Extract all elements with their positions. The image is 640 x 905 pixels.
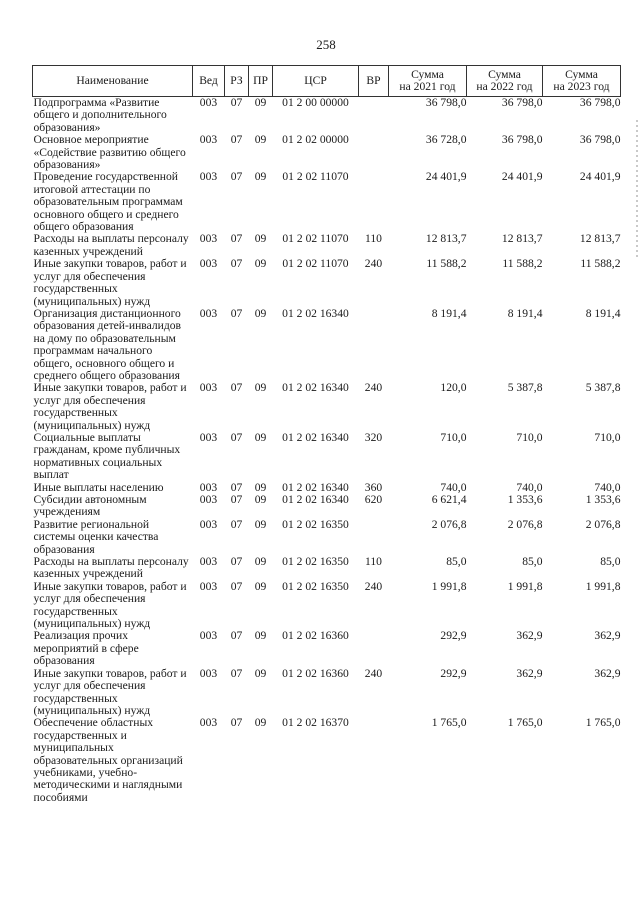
cell-rz: 07 <box>230 555 243 569</box>
cell-sum-2023: 362,9 <box>594 666 621 680</box>
cell-rz: 07 <box>230 480 243 494</box>
cell-name: Иные выплаты населению <box>33 480 164 494</box>
cell-sum-2023: 12 813,7 <box>579 232 621 246</box>
cell-pr: 09 <box>254 430 267 444</box>
cell-ved: 003 <box>199 133 218 147</box>
cell-name: Проведение государственной итоговой аттестации по образовательным программам основного общего и среднего общего образования <box>33 170 183 234</box>
cell-vr <box>359 97 389 135</box>
cell-rz: 07 <box>230 666 243 680</box>
cell-pr: 09 <box>254 666 267 680</box>
cell-sum-2022: 12 813,7 <box>501 232 543 246</box>
cell-sum-2023: 36 798,0 <box>579 96 621 109</box>
cell-sum-2022: 2 076,8 <box>507 517 543 531</box>
header-sum-2023-line2: на 2023 год <box>553 80 610 93</box>
cell-vr <box>359 308 389 382</box>
table-row <box>33 258 621 308</box>
cell-rz: 07 <box>230 430 243 444</box>
cell-sum-2022: 1 765,0 <box>507 716 543 730</box>
header-name: Наименование <box>33 66 193 97</box>
header-sum-2021-line1: Сумма <box>411 67 444 81</box>
cell-rz: 07 <box>230 257 243 271</box>
cell-csr: 01 2 02 16370 <box>282 716 349 730</box>
cell-sum-2022: 740,0 <box>516 480 543 494</box>
cell-pr: 09 <box>254 629 267 643</box>
cell-sum-2021: 740,0 <box>440 480 467 494</box>
cell-ved: 003 <box>199 306 218 320</box>
cell-sum-2022: 36 798,0 <box>501 96 543 109</box>
cell-rz: 07 <box>230 517 243 531</box>
table-row <box>33 556 621 581</box>
cell-sum-2023: 24 401,9 <box>579 170 621 184</box>
table-body <box>33 97 621 805</box>
cell-name: Иные закупки товаров, работ и услуг для обеспечения государственных (муниципальных) нужд <box>33 381 187 432</box>
cell-vr <box>359 134 389 171</box>
header-sum-2021 <box>389 66 467 97</box>
cell-csr: 01 2 02 16340 <box>282 480 349 494</box>
table-header <box>33 66 621 97</box>
cell-sum-2021: 710,0 <box>440 430 467 444</box>
table-row <box>33 668 621 718</box>
cell-name: Расходы на выплаты персоналу казенных учреждений <box>33 232 189 258</box>
cell-name: Основное мероприятие «Содействие развитию общего образования» <box>33 133 186 172</box>
header-sum-2022-line1: Сумма <box>488 67 521 81</box>
header-csr: ЦСР <box>273 66 359 97</box>
cell-ved: 003 <box>199 493 218 506</box>
cell-sum-2022: 362,9 <box>516 629 543 643</box>
table-row <box>33 134 621 171</box>
cell-sum-2023: 11 588,2 <box>580 257 621 271</box>
table-row <box>33 233 621 258</box>
cell-sum-2021: 2 076,8 <box>431 517 467 531</box>
cell-sum-2021: 36 728,0 <box>425 133 467 147</box>
cell-name: Иные закупки товаров, работ и услуг для обеспечения государственных (муниципальных) нужд <box>33 666 187 717</box>
cell-csr: 01 2 02 16340 <box>282 381 349 395</box>
cell-csr: 01 2 02 16360 <box>282 666 349 680</box>
cell-name: Развитие региональной системы оценки качества образования <box>33 517 159 556</box>
cell-ved: 003 <box>199 716 218 730</box>
cell-pr: 09 <box>254 133 267 147</box>
cell-ved: 003 <box>199 257 218 271</box>
cell-ved: 003 <box>199 555 218 569</box>
cell-vr: 110 <box>365 555 382 569</box>
cell-name: Расходы на выплаты персоналу казенных учреждений <box>33 555 189 581</box>
cell-sum-2023: 1 353,6 <box>585 493 621 506</box>
cell-name: Иные закупки товаров, работ и услуг для обеспечения государственных (муниципальных) нужд <box>33 257 187 308</box>
cell-csr: 01 2 02 16350 <box>282 555 349 569</box>
cell-csr: 01 2 02 11070 <box>282 170 349 184</box>
cell-csr: 01 2 02 16340 <box>282 493 349 506</box>
cell-vr <box>359 519 389 556</box>
cell-csr: 01 2 02 16340 <box>282 430 349 444</box>
table-row <box>33 432 621 482</box>
cell-sum-2023: 1 765,0 <box>585 716 621 730</box>
scan-edge-artifact <box>636 120 638 260</box>
cell-sum-2023: 362,9 <box>594 629 621 643</box>
header-sum-2021-line2: на 2021 год <box>399 80 456 93</box>
cell-sum-2023: 5 387,8 <box>585 381 621 395</box>
cell-csr: 01 2 02 16350 <box>282 579 349 593</box>
cell-ved: 003 <box>199 480 218 494</box>
cell-vr <box>359 171 389 233</box>
cell-vr: 620 <box>364 493 383 506</box>
table-row <box>33 382 621 432</box>
cell-sum-2021: 24 401,9 <box>425 170 467 184</box>
header-sum-2022-line2: на 2022 год <box>476 80 533 93</box>
cell-sum-2021: 120,0 <box>440 381 467 395</box>
cell-pr: 09 <box>254 232 267 246</box>
cell-sum-2022: 36 798,0 <box>501 133 543 147</box>
cell-sum-2023: 36 798,0 <box>579 133 621 147</box>
cell-sum-2021: 1 991,8 <box>431 579 467 593</box>
cell-name: Субсидии автономным учреждениям <box>33 493 147 519</box>
cell-sum-2023: 85,0 <box>600 555 621 569</box>
cell-sum-2021: 8 191,4 <box>431 306 467 320</box>
cell-vr <box>359 717 389 804</box>
cell-rz: 07 <box>230 170 243 184</box>
header-rz: РЗ <box>225 66 249 97</box>
cell-sum-2022: 8 191,4 <box>507 306 543 320</box>
table-row <box>33 630 621 667</box>
cell-sum-2022: 362,9 <box>516 666 543 680</box>
cell-sum-2022: 11 588,2 <box>502 257 543 271</box>
cell-sum-2023: 710,0 <box>594 430 621 444</box>
cell-csr: 01 2 02 00000 <box>282 133 349 147</box>
cell-vr: 240 <box>364 666 383 680</box>
cell-rz: 07 <box>230 579 243 593</box>
cell-sum-2021: 292,9 <box>440 629 467 643</box>
cell-rz: 07 <box>230 493 243 506</box>
table-row <box>33 308 621 382</box>
cell-sum-2021: 12 813,7 <box>425 232 467 246</box>
cell-sum-2021: 1 765,0 <box>431 716 467 730</box>
cell-rz: 07 <box>230 716 243 730</box>
cell-sum-2023: 740,0 <box>594 480 621 494</box>
cell-pr: 09 <box>254 381 267 395</box>
table-row <box>33 581 621 631</box>
cell-pr: 09 <box>254 257 267 271</box>
cell-ved: 003 <box>199 430 218 444</box>
cell-rz: 07 <box>230 133 243 147</box>
page-number: 258 <box>316 37 336 52</box>
cell-pr: 09 <box>254 480 267 494</box>
cell-sum-2022: 710,0 <box>516 430 543 444</box>
cell-sum-2022: 5 387,8 <box>507 381 543 395</box>
header-ved: Вед <box>193 66 225 97</box>
cell-csr: 01 2 02 16360 <box>282 629 349 643</box>
cell-csr: 01 2 02 16340 <box>282 306 349 320</box>
cell-name: Подпрограмма «Развитие общего и дополнительного образования» <box>33 96 167 134</box>
cell-sum-2021: 11 588,2 <box>426 257 467 271</box>
cell-pr: 09 <box>254 493 267 506</box>
cell-ved: 003 <box>199 629 218 643</box>
header-sum-2023 <box>543 66 621 97</box>
cell-sum-2022: 1 353,6 <box>507 493 543 506</box>
cell-ved: 003 <box>199 579 218 593</box>
cell-sum-2022: 1 991,8 <box>507 579 543 593</box>
cell-rz: 07 <box>230 629 243 643</box>
cell-sum-2021: 36 798,0 <box>425 96 467 109</box>
cell-name: Обеспечение областных государственных и муниципальных образовательных организаций учебниками, учебно-методическими и наглядными пособиями <box>33 716 183 804</box>
cell-rz: 07 <box>230 232 243 246</box>
table-row <box>33 494 621 519</box>
cell-ved: 003 <box>199 381 218 395</box>
table-row <box>33 97 621 135</box>
cell-pr: 09 <box>254 96 267 109</box>
cell-pr: 09 <box>254 555 267 569</box>
cell-name: Социальные выплаты гражданам, кроме публичных нормативных социальных выплат <box>33 430 181 482</box>
table-row <box>33 171 621 233</box>
cell-sum-2022: 85,0 <box>522 555 543 569</box>
cell-sum-2023: 8 191,4 <box>585 306 621 320</box>
cell-csr: 01 2 00 00000 <box>282 96 349 109</box>
cell-vr: 240 <box>364 381 383 395</box>
cell-ved: 003 <box>199 170 218 184</box>
cell-name: Иные закупки товаров, работ и услуг для обеспечения государственных (муниципальных) нужд <box>33 579 187 631</box>
cell-sum-2022: 24 401,9 <box>501 170 543 184</box>
cell-name: Реализация прочих мероприятий в сфере образования <box>33 629 139 668</box>
header-pr: ПР <box>249 66 273 97</box>
budget-table <box>32 65 621 804</box>
cell-ved: 003 <box>199 232 218 246</box>
cell-vr: 110 <box>365 232 382 246</box>
cell-vr: 240 <box>364 579 383 593</box>
cell-ved: 003 <box>199 517 218 531</box>
cell-vr: 320 <box>364 430 383 444</box>
cell-sum-2021: 85,0 <box>446 555 467 569</box>
cell-csr: 01 2 02 16350 <box>282 517 349 531</box>
cell-sum-2021: 6 621,4 <box>431 493 467 506</box>
cell-pr: 09 <box>254 517 267 531</box>
cell-csr: 01 2 02 11070 <box>282 232 349 246</box>
cell-rz: 07 <box>230 381 243 395</box>
cell-pr: 09 <box>254 579 267 593</box>
cell-sum-2021: 292,9 <box>440 666 467 680</box>
header-sum-2023-line1: Сумма <box>565 67 598 81</box>
cell-csr: 01 2 02 11070 <box>282 257 349 271</box>
cell-rz: 07 <box>230 96 243 109</box>
cell-vr <box>359 630 389 667</box>
cell-ved: 003 <box>199 666 218 680</box>
cell-vr: 240 <box>364 257 383 271</box>
header-vr: ВР <box>359 66 389 97</box>
cell-sum-2023: 1 991,8 <box>585 579 621 593</box>
header-sum-2022 <box>467 66 543 97</box>
cell-vr: 360 <box>364 480 383 494</box>
cell-pr: 09 <box>254 170 267 184</box>
cell-pr: 09 <box>254 716 267 730</box>
cell-ved: 003 <box>199 96 218 109</box>
cell-name: Организация дистанционного образования детей-инвалидов на дому по образовательным программам начального общего, основного общего и среднего общего образования <box>33 306 182 382</box>
cell-sum-2023: 2 076,8 <box>585 517 621 531</box>
cell-rz: 07 <box>230 306 243 320</box>
table-row <box>33 519 621 556</box>
table-row <box>33 717 621 804</box>
cell-pr: 09 <box>254 306 267 320</box>
